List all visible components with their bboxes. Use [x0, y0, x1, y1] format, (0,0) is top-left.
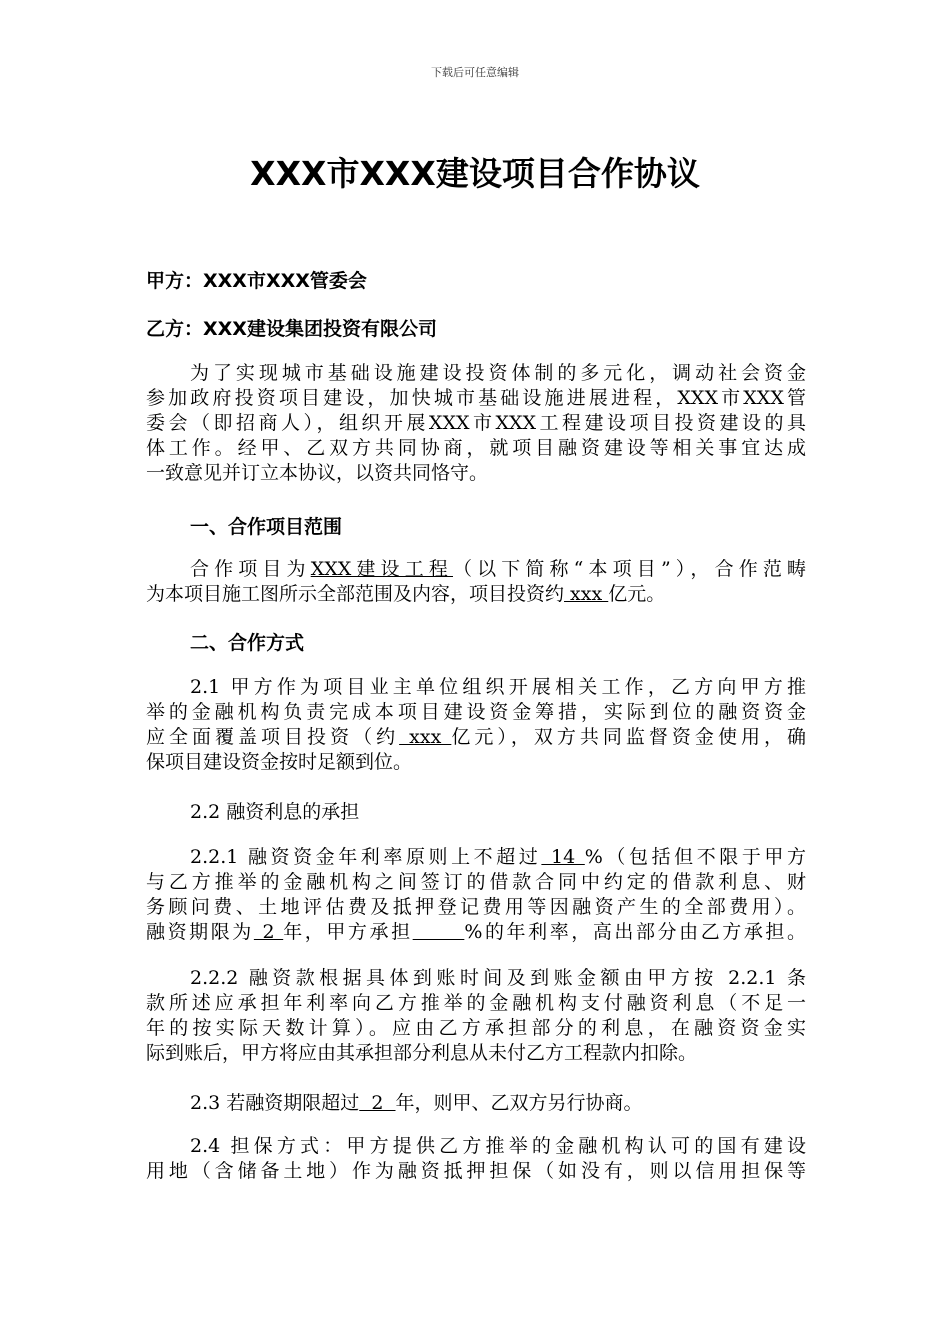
underlined-blank	[413, 921, 465, 943]
party-b: 乙方：XXX建设集团投资有限公司	[146, 318, 437, 340]
text-span: 亿元。	[608, 583, 666, 605]
text-span: 应全面覆盖项目投资（约	[146, 726, 400, 748]
underlined-project-name: XXX建设工程	[310, 558, 453, 580]
text-span: 2.2.1 融资资金年利率原则上不超过	[190, 846, 542, 868]
paragraph-line	[146, 582, 806, 607]
text-span: 亿元），双方共同监督资金使用，确	[451, 726, 806, 748]
intro-line: 为了实现城市基础设施建设投资体制的多元化，调动社会资金	[190, 362, 806, 384]
clause-2-1	[146, 675, 806, 775]
clause-2-2-1	[146, 845, 806, 945]
clause-2-4	[146, 1134, 806, 1184]
section-1-paragraph	[146, 557, 806, 607]
text-span: 2.3 若融资期限超过	[190, 1092, 360, 1114]
paragraph-line	[146, 557, 806, 582]
underlined-investment-amount: xxx	[564, 583, 609, 605]
underlined-term-years: 2	[359, 1092, 396, 1114]
paragraph-line	[146, 845, 806, 870]
text-span: 为本项目施工图所示全部范围及内容，项目投资约	[146, 583, 565, 605]
paragraph-line: 年的按实际天数计算）。应由乙方承担部分的利息，在融资资金实	[146, 1017, 806, 1039]
text-span: 年，则甲、乙双方另行协商。	[395, 1092, 643, 1114]
section-1-heading: 一、合作项目范围	[190, 516, 343, 538]
paragraph-line: 与乙方推举的金融机构之间签订的借款合同中约定的借款利息、财	[146, 871, 806, 893]
section-2-heading: 二、合作方式	[190, 632, 305, 654]
intro-line: 委会（即招商人），组织开展XXX市XXX工程建设项目投资建设的具	[146, 412, 806, 434]
text-span: %（包括但不限于甲方	[584, 846, 806, 868]
text-span: （以下简称“本项目”），合作范畴	[452, 558, 806, 580]
paragraph-line	[146, 920, 806, 945]
underlined-interest-rate: 14	[541, 846, 585, 868]
document-title: XXX市XXX建设项目合作协议	[250, 154, 700, 193]
intro-line: 体工作。经甲、乙双方共同协商，就项目融资建设等相关事宜达成	[146, 437, 806, 459]
intro-line: 参加政府投资项目建设，加快城市基础设施进展进程，XXX市XXX管	[146, 387, 806, 409]
header-note: 下载后可任意编辑	[431, 66, 519, 79]
paragraph-line: 保项目建设资金按时足额到位。	[146, 751, 413, 773]
paragraph-line: 务顾问费、土地评估费及抵押登记费用等因融资产生的全部费用）。	[146, 896, 806, 918]
underlined-term-years: 2	[253, 921, 284, 943]
clause-2-2-2	[146, 966, 806, 1066]
paragraph-line: 举的金融机构负责完成本项目建设资金筹措，实际到位的融资资金	[146, 701, 806, 723]
clause-2-3	[190, 1088, 643, 1115]
paragraph-line: 用地（含储备土地）作为融资抵押担保（如没有，则以信用担保等	[146, 1160, 806, 1182]
intro-paragraph	[146, 361, 806, 486]
intro-line: 一致意见并订立本协议，以资共同恪守。	[146, 462, 489, 484]
paragraph-line: 2.2.2 融资款根据具体到账时间及到账金额由甲方按 2.2.1 条	[190, 967, 806, 989]
text-span: 合作项目为	[190, 558, 311, 580]
paragraph-line	[146, 725, 806, 750]
clause-2-2: 2.2 融资利息的承担	[190, 801, 360, 823]
paragraph-line: 2.4 担保方式：甲方提供乙方推举的金融机构认可的国有建设	[190, 1135, 806, 1157]
text-span: 融资期限为	[146, 921, 254, 943]
text-span: %的年利率，高出部分由乙方承担。	[464, 921, 806, 943]
party-a: 甲方：XXX市XXX管委会	[146, 270, 367, 292]
text-span: 年，甲方承担	[283, 921, 413, 943]
paragraph-line: 2.1 甲方作为项目业主单位组织开展相关工作，乙方向甲方推	[190, 676, 806, 698]
paragraph-line: 款所述应承担年利率向乙方推举的金融机构支付融资利息（不足一	[146, 992, 806, 1014]
paragraph-line: 际到账后，甲方将应由其承担部分利息从未付乙方工程款内扣除。	[146, 1042, 698, 1064]
underlined-investment-amount: xxx	[399, 726, 452, 748]
